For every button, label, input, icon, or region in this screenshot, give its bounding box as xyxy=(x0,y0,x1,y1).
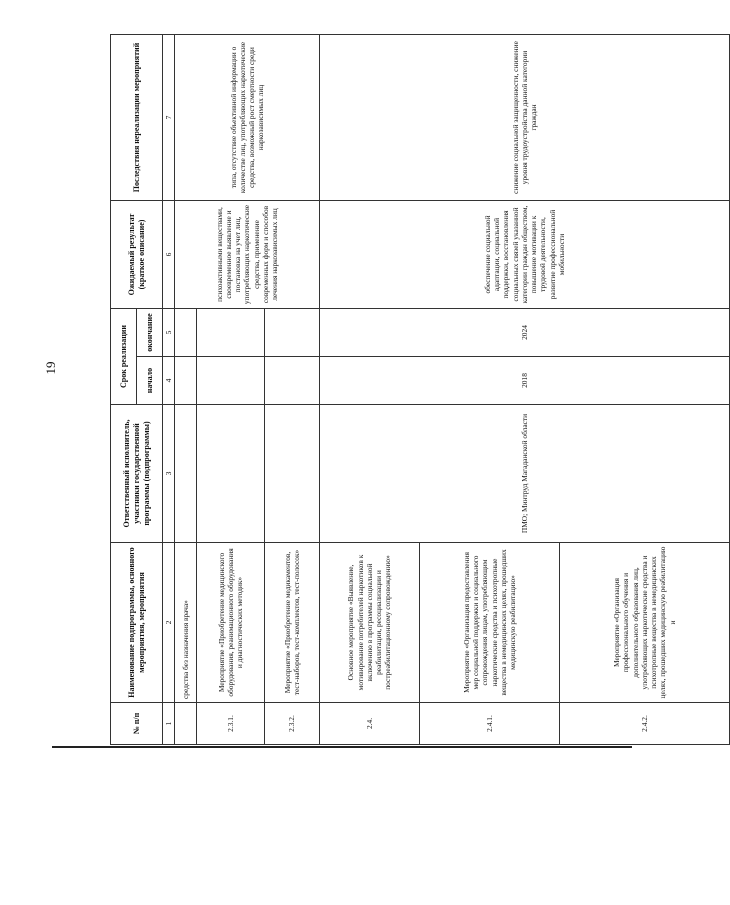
page-number: 19 xyxy=(43,361,58,375)
row-end xyxy=(197,308,265,356)
result-cell: психоактивными веществами, своевременное выявление и постановка на учет лиц, употребляющих наркотические средства, применение современных форм и способов лечения наркозависимых лиц xyxy=(175,200,320,308)
col-number: 4 xyxy=(163,357,175,405)
row-name: Мероприятие «Организация предоставления мер социальной поддержки и социального сопровождения лицам, употребляющим наркотические средства и психотропные вещества в немедицинских целях, прошедших медицинскую реабилитацию» xyxy=(420,543,560,703)
row-name: Мероприятие «Приобретение медикаментов, тест-наборов, тест-комплектов, тест-полосок» xyxy=(265,543,320,703)
row-end xyxy=(175,308,197,356)
row-name: Мероприятие «Приобретение медицинского оборудования, реанимационного оборудования и диагностических методик» xyxy=(197,543,265,703)
header-consequences: Последствия нереализации мероприятий xyxy=(111,34,163,200)
header-executor: Ответственный исполнитель, участники государственной программы (подпрограммы) xyxy=(111,405,163,543)
result-cell: обеспечение социальной адаптации, социальной поддержки, восстановления социальных связей указанной категории граждан обществом, повышение мотивации к трудовой деятельности, развитие профессиональной мобильности xyxy=(320,200,730,308)
consequences-cell: снижение социальной защищенности, снижение уровня трудоустройства данной категории граждан xyxy=(320,34,730,200)
row-start xyxy=(197,357,265,405)
header-name: Наименование подпрограммы, основного мероприятия, мероприятия xyxy=(111,543,163,703)
col-number: 7 xyxy=(163,34,175,200)
executor-cell: ПМО; Минтруд Магаданской области xyxy=(320,405,730,543)
col-number: 3 xyxy=(163,405,175,543)
col-number: 5 xyxy=(163,308,175,356)
row-executor xyxy=(175,405,197,543)
header-num: № п/п xyxy=(111,703,163,745)
row-num: 2.4.2. xyxy=(560,703,730,745)
col-number: 6 xyxy=(163,200,175,308)
horizontal-rule xyxy=(52,746,632,748)
row-num: 2.4.1. xyxy=(420,703,560,745)
rotated-table-container xyxy=(110,35,730,745)
header-end: окончание xyxy=(137,308,163,356)
row-name: Мероприятие «Организация профессионального обучения и дополнительного образования лиц, употребляющих наркотические средства и психотропные вещества в немедицинских целях, прошедших медицинскую реабилитацию и xyxy=(560,543,730,703)
start-cell: 2018 xyxy=(320,357,730,405)
row-executor xyxy=(197,405,265,543)
row-end xyxy=(265,308,320,356)
header-start: начало xyxy=(137,357,163,405)
header-result: Ожидаемый результат (краткое описание) xyxy=(111,200,163,308)
header-period: Срок реализации xyxy=(111,308,137,404)
col-number: 2 xyxy=(163,543,175,703)
row-name: средства без назначения врача» xyxy=(175,543,197,703)
row-start xyxy=(175,357,197,405)
row-num: 2.4. xyxy=(320,703,420,745)
row-executor xyxy=(265,405,320,543)
row-start xyxy=(265,357,320,405)
program-measures-table xyxy=(110,34,730,745)
end-cell: 2024 xyxy=(320,308,730,356)
row-num xyxy=(175,703,197,745)
col-number: 1 xyxy=(163,703,175,745)
consequences-cell: типа, отсутствие объективной информации о количестве лиц, употребляющих наркотические средства, возможный рост смертности среди наркозависимых лиц xyxy=(175,34,320,200)
row-num: 2.3.1. xyxy=(197,703,265,745)
row-num: 2.3.2. xyxy=(265,703,320,745)
row-name: Основное мероприятие «Выявление, мотивирование потребителей наркотиков к включению в программы социальной реабилитации, ресоциализации и постреабилитационному сопровождению» xyxy=(320,543,420,703)
